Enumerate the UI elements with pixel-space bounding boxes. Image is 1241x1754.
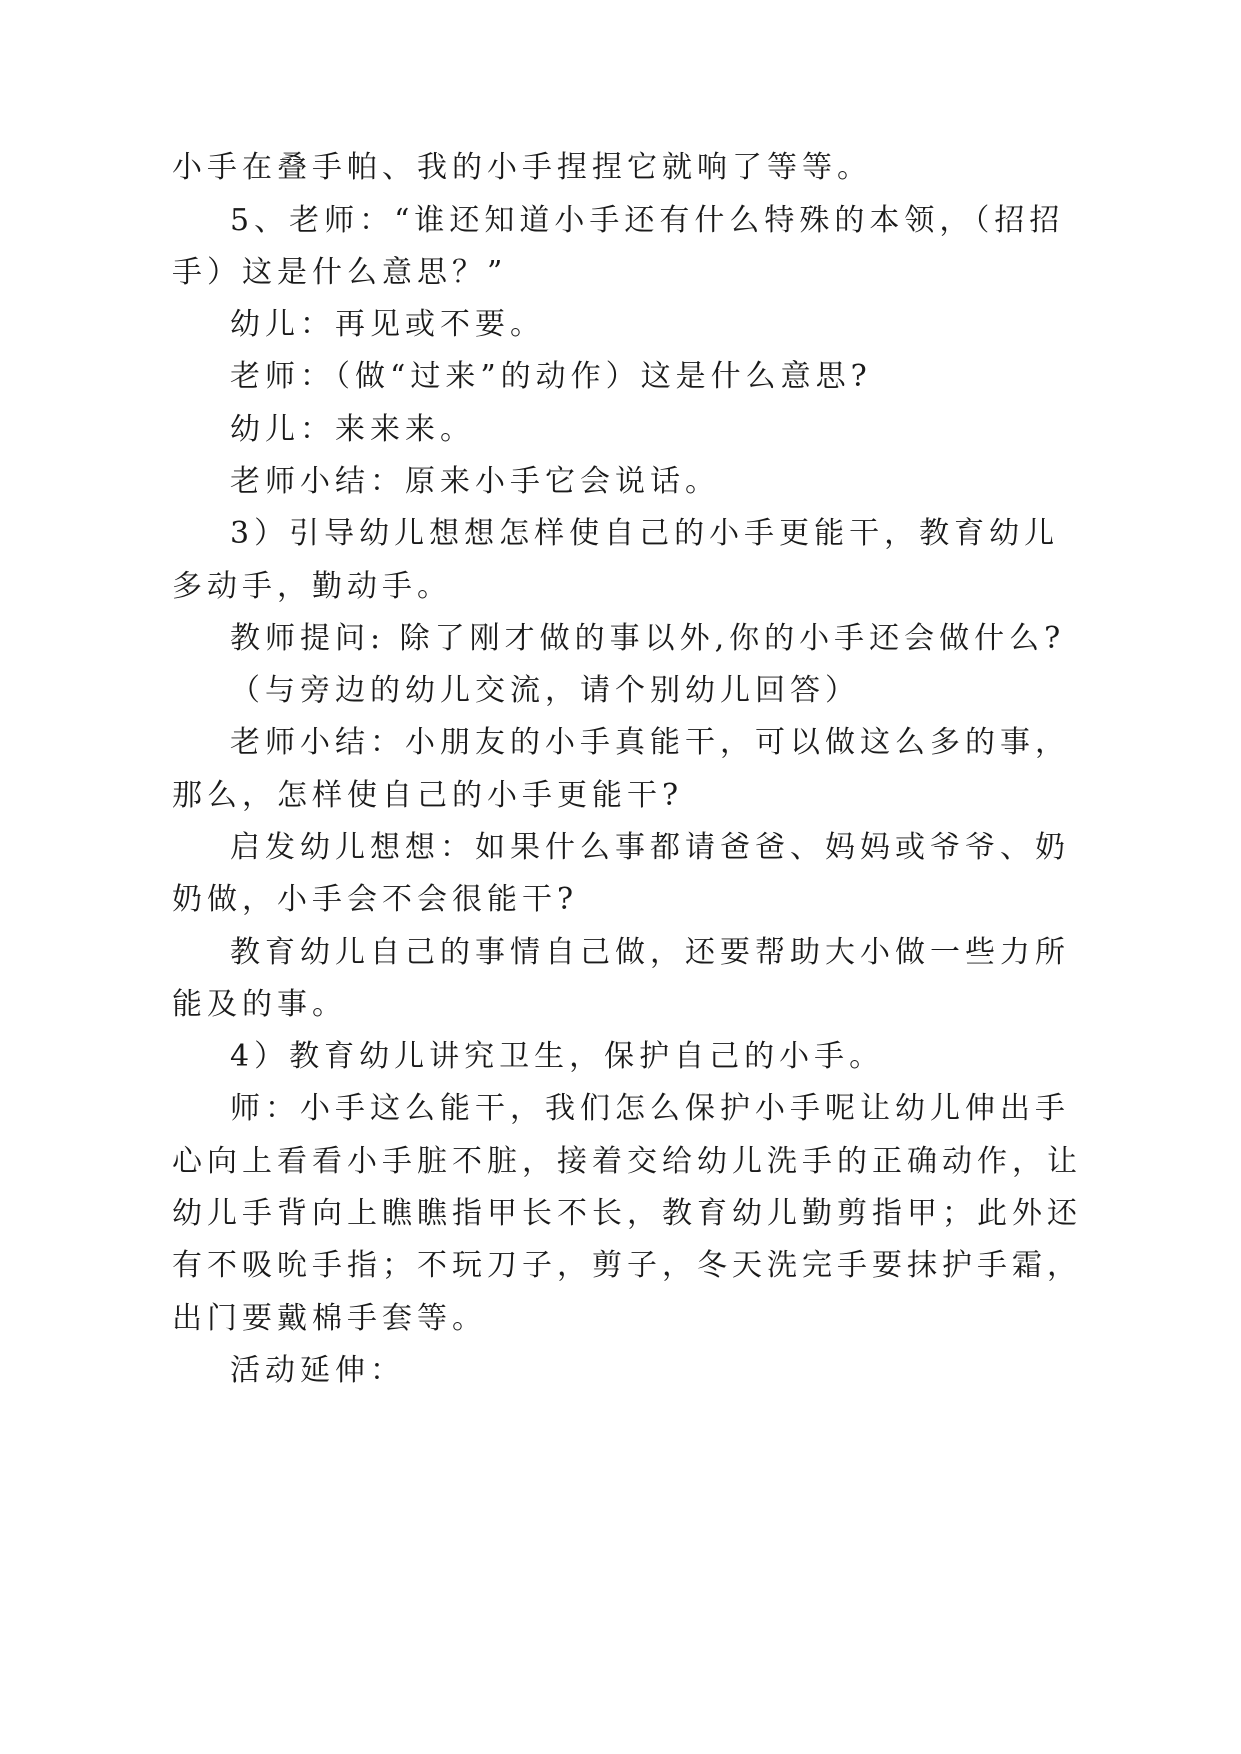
text-line: 出门要戴棉手套等。: [172, 1301, 487, 1336]
text-line: 幼儿手背向上瞧瞧指甲长不长，教育幼儿勤剪指甲；此外还: [172, 1196, 1082, 1231]
text-line: 师：小手这么能干，我们怎么保护小手呢让幼儿伸出手: [230, 1091, 1070, 1126]
text-line: （与旁边的幼儿交流，请个别幼儿回答）: [230, 673, 860, 708]
text-line: 奶做，小手会不会很能干?: [172, 882, 579, 917]
text-line: 有不吸吮手指；不玩刀子，剪子，冬天洗完手要抹护手霜，: [172, 1248, 1082, 1283]
text-line: 幼儿：再见或不要。: [230, 307, 545, 342]
text-line: 那么，怎样使自己的小手更能干?: [172, 778, 684, 813]
text-line: 老师：（做“过来”的动作）这是什么意思?: [230, 359, 872, 394]
text-line: 小手在叠手帕、我的小手捏捏它就响了等等。: [172, 150, 872, 185]
text-line: 老师小结：原来小手它会说话。: [230, 464, 720, 499]
text-line: 教育幼儿自己的事情自己做，还要帮助大小做一些力所: [230, 935, 1070, 970]
text-line: 老师小结：小朋友的小手真能干，可以做这么多的事，: [230, 725, 1070, 760]
text-line: 活动延伸：: [230, 1353, 405, 1388]
text-line: 幼儿：来来来。: [230, 412, 475, 447]
text-line: 多动手，勤动手。: [172, 569, 452, 604]
text-line: 5、老师：“谁还知道小手还有什么特殊的本领，（招招: [230, 203, 1065, 238]
text-line: 手）这是什么意思？”: [172, 255, 508, 290]
text-line: 教师提问: 除了刚才做的事以外,你的小手还会做什么?: [230, 621, 1066, 656]
text-line: 心向上看看小手脏不脏，接着交给幼儿洗手的正确动作，让: [172, 1144, 1082, 1179]
text-line: 3）引导幼儿想想怎样使自己的小手更能干，教育幼儿: [230, 516, 1060, 551]
text-line: 4）教育幼儿讲究卫生，保护自己的小手。: [230, 1039, 885, 1074]
text-line: 能及的事。: [172, 987, 347, 1022]
text-line: 启发幼儿想想：如果什么事都请爸爸、妈妈或爷爷、奶: [230, 830, 1070, 865]
